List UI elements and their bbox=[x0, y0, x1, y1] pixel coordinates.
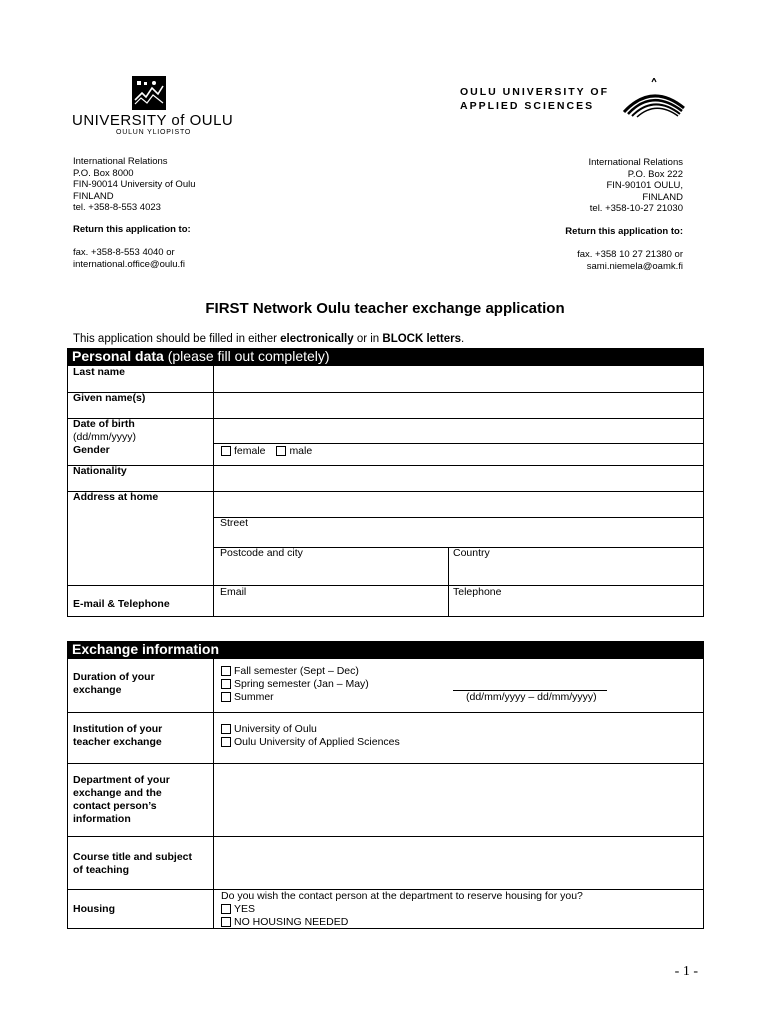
fax-line: fax. +358-8-553 4040 or bbox=[73, 247, 175, 258]
address-line: tel. +358-8-553 4023 bbox=[73, 202, 161, 213]
oamk-name-line2: APPLIED SCIENCES bbox=[460, 100, 595, 112]
address-line: P.O. Box 8000 bbox=[73, 167, 134, 179]
university-name: UNIVERSITY of OULU bbox=[72, 112, 234, 129]
housing-options bbox=[221, 890, 583, 929]
duration-label-line: Duration of your bbox=[73, 671, 155, 683]
uni-oulu-checkbox[interactable] bbox=[221, 724, 231, 734]
duration-options bbox=[221, 665, 369, 704]
address-line: FINLAND bbox=[642, 191, 683, 203]
given-names-label: Given name(s) bbox=[73, 392, 146, 404]
street-label: Street bbox=[220, 517, 249, 529]
address-label: Address at home bbox=[73, 491, 159, 503]
oamk-arc-icon bbox=[622, 78, 686, 118]
institution-label-line: teacher exchange bbox=[73, 736, 162, 748]
postcode-city-label: Postcode and city bbox=[220, 547, 303, 559]
duration-label-line: exchange bbox=[73, 684, 122, 696]
form-intro bbox=[73, 333, 464, 345]
no-housing-label: NO HOUSING NEEDED bbox=[234, 916, 349, 928]
duration-label bbox=[73, 671, 155, 697]
email-link[interactable]: international.office@oulu.fi bbox=[73, 258, 185, 270]
institution-label-line: Institution of your bbox=[73, 723, 163, 735]
oulu-contact-address bbox=[73, 156, 196, 214]
fall-label: Fall semester (Sept – Dec) bbox=[234, 665, 359, 677]
address-line: FIN-90014 University of Oulu bbox=[73, 179, 196, 190]
country-label: Country bbox=[453, 547, 490, 559]
gender-options bbox=[221, 445, 312, 458]
page-number: - 1 - bbox=[674, 964, 698, 979]
oamk-checkbox[interactable] bbox=[221, 737, 231, 747]
gender-label: Gender bbox=[73, 444, 110, 456]
spring-checkbox[interactable] bbox=[221, 679, 231, 689]
department-label-line: exchange and the bbox=[73, 787, 162, 799]
section-title: Personal data bbox=[72, 348, 164, 364]
address-line: FINLAND bbox=[73, 190, 114, 202]
female-label: female bbox=[234, 445, 266, 457]
intro-text: This application should be filled in either bbox=[73, 333, 281, 345]
address-line: P.O. Box 222 bbox=[627, 168, 683, 180]
course-field[interactable] bbox=[214, 837, 703, 889]
dob-label bbox=[73, 418, 136, 444]
department-label bbox=[73, 774, 170, 826]
course-label-line: of teaching bbox=[73, 864, 130, 876]
intro-text: or in bbox=[353, 333, 383, 345]
fax-right bbox=[577, 249, 683, 272]
oamk-logo bbox=[460, 78, 690, 124]
nationality-label: Nationality bbox=[73, 465, 127, 477]
dob-format: (dd/mm/yyyy) bbox=[73, 431, 136, 443]
dob-label-line: Date of birth bbox=[73, 418, 135, 430]
housing-yes-checkbox[interactable] bbox=[221, 904, 231, 914]
oulu-emblem-icon bbox=[132, 76, 166, 110]
form-title: FIRST Network Oulu teacher exchange application bbox=[205, 300, 565, 317]
dob-field[interactable] bbox=[214, 419, 703, 443]
last-name-field[interactable] bbox=[214, 366, 703, 392]
department-field[interactable] bbox=[214, 764, 703, 836]
oamk-name-line1: OULU UNIVERSITY OF bbox=[460, 86, 609, 98]
institution-label bbox=[73, 723, 162, 749]
nationality-field[interactable] bbox=[214, 466, 703, 491]
fax-line: fax. +358 10 27 21380 or bbox=[577, 249, 683, 260]
return-label-left: Return this application to: bbox=[73, 224, 191, 235]
department-label-line: contact person’s bbox=[73, 800, 157, 812]
email-link[interactable]: sami.niemela@oamk.fi bbox=[586, 260, 683, 272]
intro-bold: BLOCK letters bbox=[382, 333, 462, 345]
address-line: International Relations bbox=[73, 156, 168, 167]
telephone-label: Telephone bbox=[453, 586, 502, 598]
housing-yes-label: YES bbox=[234, 903, 256, 915]
section-subtitle: (please fill out completely) bbox=[163, 348, 330, 364]
course-label bbox=[73, 851, 192, 877]
intro-bold: electronically bbox=[280, 333, 354, 345]
fax-left bbox=[73, 247, 185, 270]
course-label-line: Course title and subject bbox=[73, 851, 193, 863]
personal-data-table bbox=[67, 365, 704, 617]
housing-question: Do you wish the contact person at the department to reserve housing for you? bbox=[221, 890, 583, 902]
summer-date-format: (dd/mm/yyyy – dd/mm/yyyy) bbox=[466, 691, 597, 703]
department-label-line: Department of your bbox=[73, 774, 170, 786]
oamk-label: Oulu University of Applied Sciences bbox=[234, 736, 400, 748]
housing-label: Housing bbox=[73, 903, 115, 915]
female-checkbox[interactable] bbox=[221, 446, 231, 456]
institution-options bbox=[221, 723, 400, 749]
department-label-line: information bbox=[73, 813, 131, 825]
fall-checkbox[interactable] bbox=[221, 666, 231, 676]
address-line: tel. +358-10-27 21030 bbox=[589, 203, 683, 214]
summer-checkbox[interactable] bbox=[221, 692, 231, 702]
male-label: male bbox=[289, 445, 313, 457]
email-telephone-label: E-mail & Telephone bbox=[73, 598, 170, 610]
return-label-right: Return this application to: bbox=[565, 226, 683, 237]
exchange-info-table bbox=[67, 658, 704, 929]
exchange-info-header bbox=[67, 641, 704, 658]
no-housing-checkbox[interactable] bbox=[221, 917, 231, 927]
oamk-contact-address bbox=[588, 157, 683, 215]
email-label: Email bbox=[220, 586, 247, 598]
university-subtitle: OULUN YLIOPISTO bbox=[116, 129, 192, 136]
given-names-field[interactable] bbox=[214, 393, 703, 418]
uni-oulu-label: University of Oulu bbox=[234, 723, 317, 735]
address-line: International Relations bbox=[588, 157, 683, 168]
summer-label: Summer bbox=[234, 691, 274, 703]
personal-data-header bbox=[67, 348, 704, 365]
intro-text: . bbox=[461, 333, 465, 345]
section-title: Exchange information bbox=[72, 641, 220, 657]
spring-label: Spring semester (Jan – May) bbox=[234, 678, 369, 690]
male-checkbox[interactable] bbox=[276, 446, 286, 456]
last-name-label: Last name bbox=[73, 366, 125, 378]
address-line: FIN-90101 OULU, bbox=[606, 180, 683, 191]
